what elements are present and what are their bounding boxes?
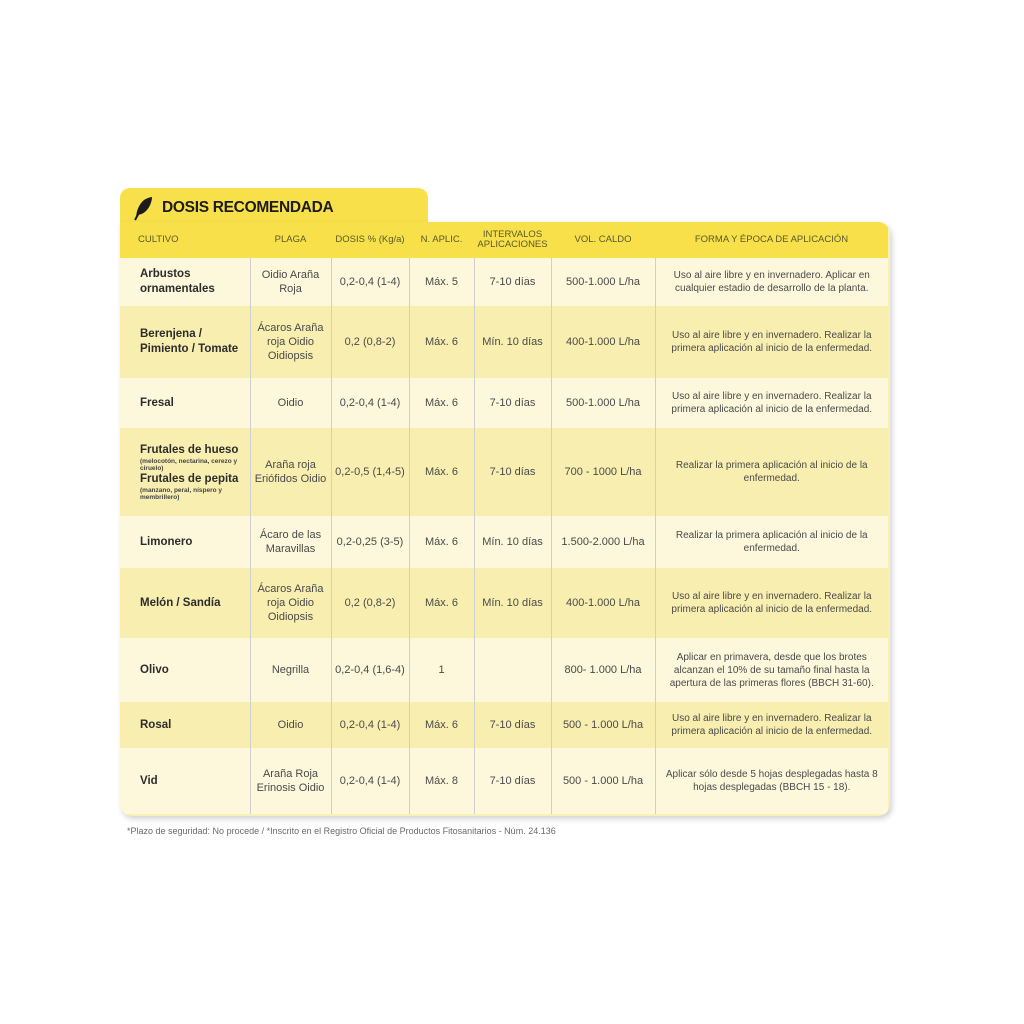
cell-dosis: 0,2-0,4 (1-4) xyxy=(331,702,409,748)
cell-cultivo: Arbustos ornamentales xyxy=(120,258,250,306)
cell-n-aplic: Máx. 5 xyxy=(409,258,474,306)
col-header-dosis: DOSIS % (Kg/a) xyxy=(331,222,409,258)
cell-cultivo: Berenjena / Pimiento / Tomate xyxy=(120,306,250,378)
cell-plaga: Oidio Araña Roja xyxy=(250,258,331,306)
cell-forma: Uso al aire libre y en invernadero. Aplicar en cualquier estadio de desarrollo de la planta. xyxy=(655,258,888,306)
cell-vol-caldo: 500-1.000 L/ha xyxy=(551,378,655,428)
cell-dosis: 0,2-0,4 (1-4) xyxy=(331,748,409,814)
cell-intervalos: Mín. 10 días xyxy=(474,568,551,638)
cell-intervalos: 7-10 días xyxy=(474,378,551,428)
col-header-vol-caldo: VOL. CALDO xyxy=(551,222,655,258)
cell-vol-caldo: 800- 1.000 L/ha xyxy=(551,638,655,702)
cell-plaga: Ácaro de las Maravillas xyxy=(250,516,331,568)
dosage-table xyxy=(120,222,888,814)
cell-n-aplic: Máx. 8 xyxy=(409,748,474,814)
col-header-intervalos: INTERVALOS APLICACIONES xyxy=(474,222,551,258)
cell-n-aplic: Máx. 6 xyxy=(409,428,474,516)
cell-forma: Aplicar sólo desde 5 hojas desplegadas hasta 8 hojas desplegadas (BBCH 15 - 18). xyxy=(655,748,888,814)
cell-vol-caldo: 400-1.000 L/ha xyxy=(551,306,655,378)
page-title: DOSIS RECOMENDADA xyxy=(162,199,334,216)
cell-dosis: 0,2-0,4 (1-4) xyxy=(331,378,409,428)
cell-cultivo xyxy=(120,428,250,516)
cell-forma: Uso al aire libre y en invernadero. Realizar la primera aplicación al inicio de la enfermedad. xyxy=(655,702,888,748)
table-row xyxy=(120,378,888,428)
cell-dosis: 0,2 (0,8-2) xyxy=(331,306,409,378)
cell-intervalos: 7-10 días xyxy=(474,748,551,814)
cell-vol-caldo: 700 - 1000 L/ha xyxy=(551,428,655,516)
cell-vol-caldo: 500 - 1.000 L/ha xyxy=(551,702,655,748)
cell-plaga: Oidio xyxy=(250,702,331,748)
table-row xyxy=(120,568,888,638)
cell-vol-caldo: 500-1.000 L/ha xyxy=(551,258,655,306)
cell-forma: Uso al aire libre y en invernadero. Realizar la primera aplicación al inicio de la enfermedad. xyxy=(655,306,888,378)
cell-plaga: Ácaros Araña roja Oidio Oidiopsis xyxy=(250,306,331,378)
cell-plaga: Araña roja Eriófidos Oidio xyxy=(250,428,331,516)
cell-n-aplic: Máx. 6 xyxy=(409,516,474,568)
table-row xyxy=(120,306,888,378)
cell-cultivo: Rosal xyxy=(120,702,250,748)
cell-dosis: 0,2-0,4 (1,6-4) xyxy=(331,638,409,702)
cell-cultivo: Melón / Sandía xyxy=(120,568,250,638)
cultivo-name: Frutales de hueso xyxy=(140,444,239,456)
cell-forma: Aplicar en primavera, desde que los brotes alcanzan el 10% de su tamaño final hasta la apertura de las primeras flores (BBCH 31-60). xyxy=(655,638,888,702)
cell-cultivo: Fresal xyxy=(120,378,250,428)
cultivo-subtext: (melocotón, nectarina, cerezo y ciruelo) xyxy=(140,458,238,472)
col-header-cultivo: CULTIVO xyxy=(120,222,250,258)
cell-intervalos: Mín. 10 días xyxy=(474,516,551,568)
table-row xyxy=(120,748,888,814)
cell-n-aplic: Máx. 6 xyxy=(409,568,474,638)
cell-dosis: 0,2 (0,8-2) xyxy=(331,568,409,638)
footnote: *Plazo de seguridad: No procede / *Inscrito en el Registro Oficial de Productos Fitosanitarios - Núm. 24.136 xyxy=(127,826,556,836)
cultivo-subtext-2: (manzano, peral, níspero y membrillero) xyxy=(140,487,222,501)
table-row xyxy=(120,702,888,748)
cell-vol-caldo: 500 - 1.000 L/ha xyxy=(551,748,655,814)
cell-plaga: Ácaros Araña roja Oidio Oidiopsis xyxy=(250,568,331,638)
dosage-table-container xyxy=(120,222,890,816)
cultivo-name-2: Frutales de pepita xyxy=(140,473,239,485)
cell-cultivo: Olivo xyxy=(120,638,250,702)
cell-cultivo: Limonero xyxy=(120,516,250,568)
cell-n-aplic: Máx. 6 xyxy=(409,702,474,748)
cell-forma: Realizar la primera aplicación al inicio de la enfermedad. xyxy=(655,428,888,516)
cell-plaga: Oidio xyxy=(250,378,331,428)
cell-vol-caldo: 400-1.000 L/ha xyxy=(551,568,655,638)
cell-n-aplic: Máx. 6 xyxy=(409,378,474,428)
table-row xyxy=(120,258,888,306)
cell-intervalos xyxy=(474,638,551,702)
cell-dosis: 0,2-0,25 (3-5) xyxy=(331,516,409,568)
col-header-n-aplic: N. APLIC. xyxy=(409,222,474,258)
table-header-row xyxy=(120,222,888,258)
cell-n-aplic: Máx. 6 xyxy=(409,306,474,378)
cell-forma: Uso al aire libre y en invernadero. Realizar la primera aplicación al inicio de la enfermedad. xyxy=(655,378,888,428)
cell-intervalos: Mín. 10 días xyxy=(474,306,551,378)
cell-cultivo: Vid xyxy=(120,748,250,814)
cell-dosis: 0,2-0,4 (1-4) xyxy=(331,258,409,306)
cell-forma: Realizar la primera aplicación al inicio de la enfermedad. xyxy=(655,516,888,568)
dosage-card xyxy=(120,188,890,818)
cell-plaga: Araña Roja Erinosis Oidio xyxy=(250,748,331,814)
cell-n-aplic: 1 xyxy=(409,638,474,702)
cell-intervalos: 7-10 días xyxy=(474,702,551,748)
cell-intervalos: 7-10 días xyxy=(474,428,551,516)
cell-plaga: Negrilla xyxy=(250,638,331,702)
table-row xyxy=(120,638,888,702)
cell-forma: Uso al aire libre y en invernadero. Realizar la primera aplicación al inicio de la enfermedad. xyxy=(655,568,888,638)
col-header-forma: FORMA Y ÉPOCA DE APLICACIÓN xyxy=(655,222,888,258)
leaf-icon xyxy=(132,195,154,221)
table-row xyxy=(120,428,888,516)
cell-intervalos: 7-10 días xyxy=(474,258,551,306)
cell-dosis: 0,2-0,5 (1,4-5) xyxy=(331,428,409,516)
col-header-plaga: PLAGA xyxy=(250,222,331,258)
table-row xyxy=(120,516,888,568)
cell-vol-caldo: 1.500-2.000 L/ha xyxy=(551,516,655,568)
